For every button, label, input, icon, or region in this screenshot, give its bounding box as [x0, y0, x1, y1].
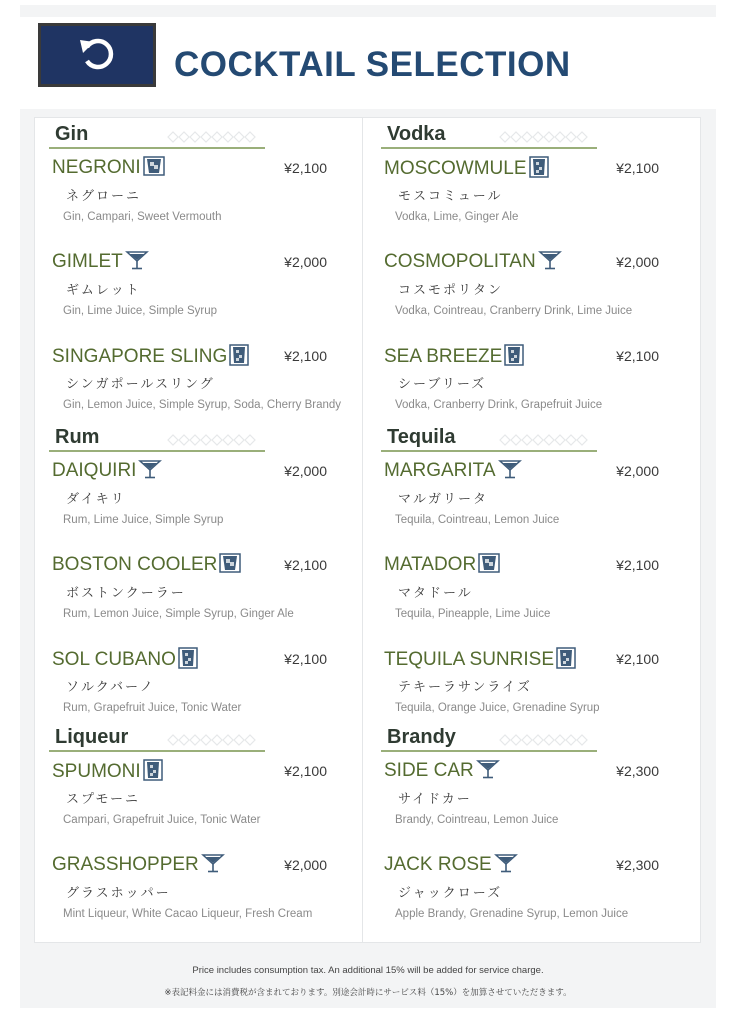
item-name: MATADOR — [384, 554, 477, 575]
item-japanese-name: シーブリーズ — [398, 377, 487, 392]
header — [20, 17, 716, 109]
item-price: ¥2,100 — [616, 557, 659, 573]
item-name: BOSTON COOLER — [52, 554, 218, 575]
page-title: COCKTAIL SELECTION — [174, 45, 571, 84]
category-header — [49, 421, 265, 452]
menu-item[interactable] — [381, 847, 685, 941]
diamond-pattern-decoration — [499, 431, 589, 450]
category-header — [381, 421, 597, 452]
item-ingredients: Vodka, Lime, Ginger Ale — [395, 211, 519, 223]
item-name-row — [52, 344, 249, 370]
category-header — [49, 721, 265, 752]
item-price: ¥2,100 — [284, 763, 327, 779]
item-name-row — [384, 647, 576, 673]
menu-item[interactable] — [381, 453, 685, 547]
item-ingredients: Gin, Lime Juice, Simple Syrup — [63, 305, 218, 317]
item-price: ¥2,000 — [284, 857, 327, 873]
item-price: ¥2,100 — [616, 348, 659, 364]
item-list — [381, 150, 685, 432]
item-price: ¥2,000 — [616, 254, 659, 270]
item-japanese-name: シンガポールスリング — [66, 377, 215, 392]
item-japanese-name: ボストンクーラー — [66, 586, 186, 601]
cocktail-glass-icon — [494, 853, 518, 877]
item-name: SIDE CAR — [384, 760, 474, 781]
item-japanese-name: ギムレット — [66, 283, 141, 298]
menu-area — [34, 117, 701, 943]
category-title: Tequila — [387, 426, 456, 448]
cocktail-glass-icon — [538, 250, 562, 274]
back-button[interactable] — [38, 23, 156, 87]
item-name-row — [384, 853, 518, 877]
cocktail-glass-icon — [476, 759, 500, 783]
item-ingredients: Gin, Campari, Sweet Vermouth — [63, 211, 222, 223]
menu-item[interactable] — [49, 453, 353, 547]
cocktail-glass-icon — [125, 250, 149, 274]
item-ingredients: Tequila, Pineapple, Lime Juice — [395, 608, 551, 620]
item-list — [381, 453, 685, 735]
menu-item[interactable] — [381, 753, 685, 847]
item-ingredients: Vodka, Cranberry Drink, Grapefruit Juice — [395, 399, 603, 411]
item-price: ¥2,000 — [616, 463, 659, 479]
item-name-row — [384, 553, 500, 577]
item-japanese-name: グラスホッパー — [66, 886, 171, 901]
item-name: MARGARITA — [384, 460, 496, 481]
item-price: ¥2,100 — [284, 160, 327, 176]
item-ingredients: Apple Brandy, Grenadine Syrup, Lemon Juice — [395, 908, 629, 920]
menu-item[interactable] — [49, 753, 353, 847]
diamond-pattern-decoration — [167, 431, 257, 450]
item-ingredients: Tequila, Cointreau, Lemon Juice — [395, 514, 560, 526]
rocks-glass-icon — [219, 553, 241, 577]
item-name: TEQUILA SUNRISE — [384, 649, 554, 670]
category-title: Liqueur — [55, 726, 129, 748]
item-list — [49, 150, 353, 432]
item-japanese-name: サイドカー — [398, 792, 472, 807]
menu-item[interactable] — [381, 244, 685, 338]
undo-arrow-icon — [75, 31, 119, 79]
category-rum — [35, 421, 365, 721]
item-name-row — [52, 459, 162, 483]
highball-glass-icon — [529, 156, 549, 182]
item-name-row — [384, 156, 549, 182]
item-name-row — [52, 156, 165, 180]
item-ingredients: Tequila, Orange Juice, Grenadine Syrup — [395, 702, 600, 714]
item-name-row — [384, 759, 500, 783]
cocktail-glass-icon — [201, 853, 225, 877]
item-name: SOL CUBANO — [52, 649, 176, 670]
item-price: ¥2,000 — [284, 254, 327, 270]
item-ingredients: Gin, Lemon Juice, Simple Syrup, Soda, Cherry Brandy — [63, 399, 342, 411]
item-price: ¥2,100 — [616, 160, 659, 176]
item-japanese-name: ダイキリ — [66, 492, 126, 507]
diamond-pattern-decoration — [499, 128, 589, 147]
menu-item[interactable] — [49, 150, 353, 244]
menu-item[interactable] — [49, 244, 353, 338]
item-japanese-name: スプモーニ — [66, 792, 140, 807]
item-price: ¥2,300 — [616, 763, 659, 779]
category-title: Rum — [55, 426, 100, 448]
menu-item[interactable] — [381, 547, 685, 641]
item-price: ¥2,100 — [616, 651, 659, 667]
item-ingredients: Rum, Lime Juice, Simple Syrup — [63, 514, 224, 526]
item-japanese-name: ソルクバーノ — [66, 680, 155, 695]
item-name-row — [52, 553, 241, 577]
item-ingredients: Campari, Grapefruit Juice, Tonic Water — [63, 814, 261, 826]
item-name: SPUMONI — [52, 761, 141, 782]
footer-note-ja: ※表記料金には消費税が含まれております。別途会計時にサービス料（15%）を加算させていただきます。 — [164, 988, 572, 998]
item-name-row — [52, 759, 163, 785]
category-header — [49, 118, 265, 149]
item-ingredients: Rum, Lemon Juice, Simple Syrup, Ginger Ale — [63, 608, 294, 620]
item-list — [49, 453, 353, 735]
category-header — [381, 118, 597, 149]
item-name-row — [52, 853, 225, 877]
item-japanese-name: テキーラサンライズ — [398, 680, 532, 695]
item-price: ¥2,100 — [284, 651, 327, 667]
highball-glass-icon — [556, 647, 576, 673]
item-japanese-name: モスコミュール — [398, 189, 503, 204]
item-price: ¥2,000 — [284, 463, 327, 479]
item-japanese-name: マルガリータ — [398, 492, 489, 507]
item-name: SINGAPORE SLING — [52, 346, 228, 367]
diamond-pattern-decoration — [167, 128, 257, 147]
item-japanese-name: ネグローニ — [66, 189, 142, 204]
item-name-row — [384, 344, 524, 370]
item-name: NEGRONI — [52, 157, 141, 178]
item-name: GIMLET — [52, 251, 123, 272]
menu-item[interactable] — [381, 338, 685, 432]
menu-item[interactable] — [49, 338, 353, 432]
category-title: Vodka — [387, 123, 446, 145]
item-name-row — [384, 250, 562, 274]
item-japanese-name: コスモポリタン — [398, 283, 504, 298]
item-name: DAIQUIRI — [52, 460, 137, 481]
item-name: SEA BREEZE — [384, 346, 503, 367]
item-name: MOSCOWMULE — [384, 158, 527, 179]
rocks-glass-icon — [143, 156, 165, 180]
cocktail-glass-icon — [138, 459, 162, 483]
category-tequila — [367, 421, 697, 721]
menu-item[interactable] — [381, 150, 685, 244]
item-price: ¥2,100 — [284, 348, 327, 364]
category-gin — [35, 118, 365, 418]
item-ingredients: Vodka, Cointreau, Cranberry Drink, Lime Juice — [395, 305, 633, 317]
menu-item[interactable] — [49, 847, 353, 941]
item-japanese-name: ジャックローズ — [398, 886, 503, 901]
highball-glass-icon — [229, 344, 249, 370]
highball-glass-icon — [504, 344, 524, 370]
item-ingredients: Mint Liqueur, White Cacao Liqueur, Fresh Cream — [63, 908, 313, 920]
category-title: Gin — [55, 123, 89, 145]
menu-page — [20, 5, 716, 1008]
diamond-pattern-decoration — [499, 731, 589, 750]
item-japanese-name: マタドール — [398, 586, 473, 601]
item-ingredients: Brandy, Cointreau, Lemon Juice — [395, 814, 559, 826]
category-title: Brandy — [387, 726, 456, 748]
item-name: JACK ROSE — [384, 854, 492, 875]
menu-item[interactable] — [49, 547, 353, 641]
item-name-row — [52, 647, 198, 673]
diamond-pattern-decoration — [167, 731, 257, 750]
highball-glass-icon — [143, 759, 163, 785]
item-name: GRASSHOPPER — [52, 854, 199, 875]
item-list — [381, 753, 685, 941]
highball-glass-icon — [178, 647, 198, 673]
footer — [20, 965, 716, 998]
item-ingredients: Rum, Grapefruit Juice, Tonic Water — [63, 702, 242, 714]
item-price: ¥2,100 — [284, 557, 327, 573]
footer-note-en: Price includes consumption tax. An additional 15% will be added for service charge. — [192, 965, 544, 976]
item-name: COSMOPOLITAN — [384, 251, 536, 272]
category-vodka — [367, 118, 697, 418]
rocks-glass-icon — [478, 553, 500, 577]
item-name-row — [52, 250, 149, 274]
item-name-row — [384, 459, 522, 483]
cocktail-glass-icon — [498, 459, 522, 483]
item-list — [49, 753, 353, 941]
item-price: ¥2,300 — [616, 857, 659, 873]
category-header — [381, 721, 597, 752]
